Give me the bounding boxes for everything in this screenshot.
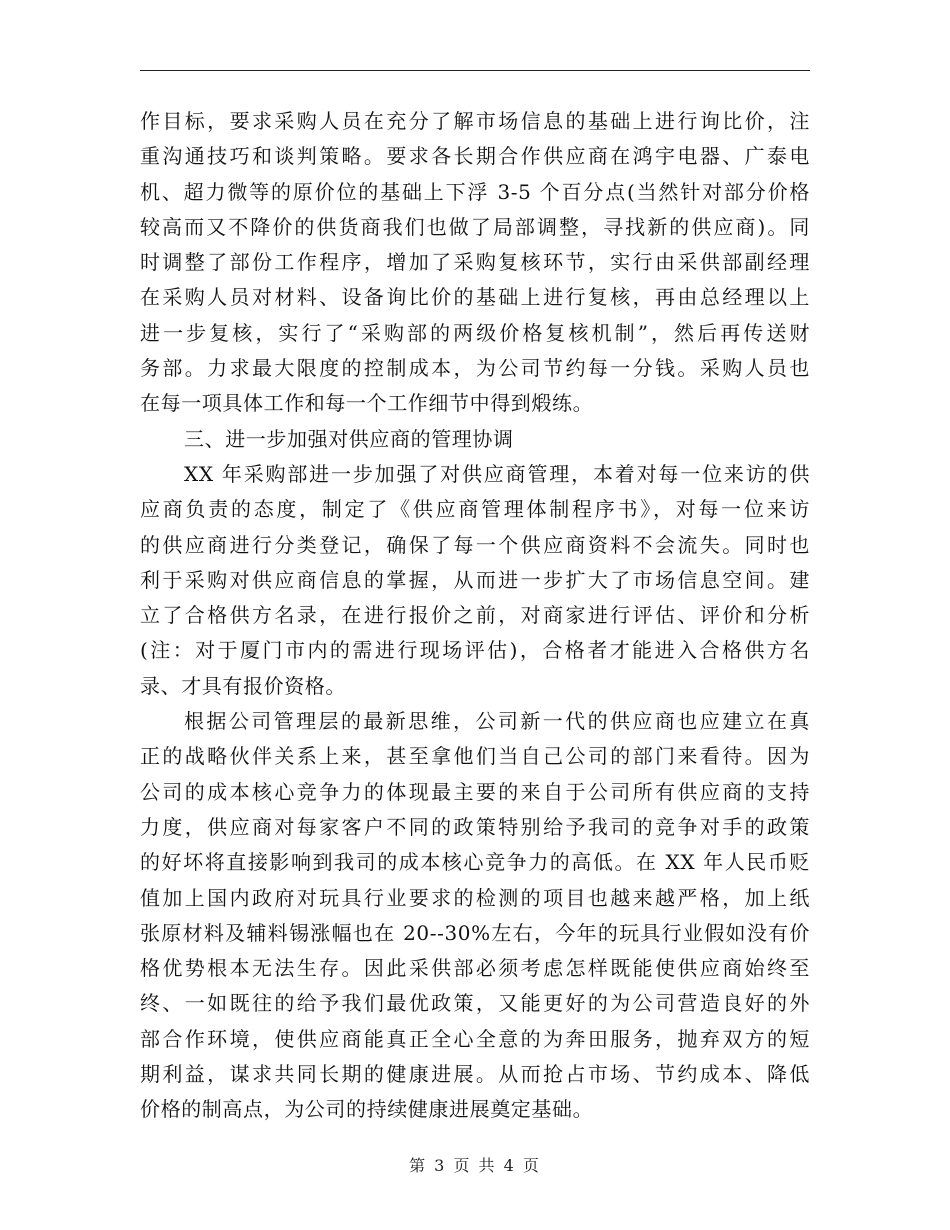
paragraph bbox=[140, 704, 810, 1128]
text-line: 重沟通技巧和谈判策略。要求各长期合作供应商在鸿宇电器、广泰电 bbox=[140, 144, 810, 169]
paragraph bbox=[140, 104, 810, 422]
paragraph bbox=[140, 422, 810, 457]
page-footer: 第 3 页 共 4 页 bbox=[409, 1156, 541, 1175]
text-line: 录、才具有报价资格。 bbox=[140, 673, 346, 698]
text-line: 终、一如既往的给予我们最优政策，又能更好的为公司营造良好的外 bbox=[140, 991, 810, 1016]
text-line: 应商负责的态度，制定了《供应商管理体制程序书》，对每一位来访 bbox=[140, 497, 810, 522]
text-line: 部合作环境，使供应商能真正全心全意的为奔田服务，抛弃双方的短 bbox=[140, 1026, 810, 1051]
paragraph bbox=[140, 457, 810, 704]
text-line: 三、进一步加强对供应商的管理协调 bbox=[184, 426, 514, 451]
text-line: 值加上国内政府对玩具行业要求的检测的项目也越来越严格，加上纸 bbox=[140, 885, 810, 910]
text-line: 格优势根本无法生存。因此采供部必须考虑怎样既能使供应商始终至 bbox=[140, 956, 810, 981]
text-line: 张原材料及辅料锡涨幅也在 20--30%左右，今年的玩具行业假如没有价 bbox=[140, 920, 810, 945]
text-line: 期利益，谋求共同长期的健康进展。从而抢占市场、节约成本、降低 bbox=[140, 1062, 810, 1087]
document-body bbox=[140, 104, 810, 1128]
text-line: 正的战略伙伴关系上来，甚至拿他们当自己公司的部门来看待。因为 bbox=[140, 744, 810, 769]
text-line: 进一步复核，实行了“采购部的两级价格复核机制”，然后再传送财 bbox=[140, 320, 810, 345]
text-line: 立了合格供方名录，在进行报价之前，对商家进行评估、评价和分析 bbox=[140, 603, 810, 628]
text-line: 在每一项具体工作和每一个工作细节中得到煅练。 bbox=[140, 391, 594, 416]
text-line: 机、超力微等的原价位的基础上下浮 3-5 个百分点(当然针对部分价格 bbox=[140, 179, 810, 204]
text-line: 时调整了部份工作程序，增加了采购复核环节，实行由采供部副经理 bbox=[140, 250, 810, 275]
text-line: 作目标，要求采购人员在充分了解市场信息的基础上进行询比价，注 bbox=[140, 109, 810, 133]
text-line: 较高而又不降价的供货商我们也做了局部调整，寻找新的供应商)。同 bbox=[140, 214, 810, 239]
text-line: XX 年采购部进一步加强了对供应商管理，本着对每一位来访的供 bbox=[184, 461, 810, 486]
text-line: 价格的制高点，为公司的持续健康进展奠定基础。 bbox=[140, 1097, 594, 1122]
text-line: 在采购人员对材料、设备询比价的基础上进行复核，再由总经理以上 bbox=[140, 285, 810, 310]
text-line: 利于采购对供应商信息的掌握，从而进一步扩大了市场信息空间。建 bbox=[140, 567, 810, 592]
text-line: 的好坏将直接影响到我司的成本核心竞争力的高低。在 XX 年人民币贬 bbox=[140, 850, 810, 875]
text-line: 力度，供应商对每家客户不同的政策特别给予我司的竞争对手的政策 bbox=[140, 814, 810, 839]
text-line: 根据公司管理层的最新思维，公司新一代的供应商也应建立在真 bbox=[184, 709, 810, 734]
text-line: 务部。力求最大限度的控制成本，为公司节约每一分钱。采购人员也 bbox=[140, 356, 810, 381]
header-rule bbox=[140, 70, 810, 71]
text-line: 的供应商进行分类登记，确保了每一个供应商资料不会流失。同时也 bbox=[140, 532, 810, 557]
text-line: 公司的成本核心竞争力的体现最主要的来自于公司所有供应商的支持 bbox=[140, 779, 810, 804]
text-line: (注：对于厦门市内的需进行现场评估)，合格者才能进入合格供方名 bbox=[140, 638, 810, 663]
